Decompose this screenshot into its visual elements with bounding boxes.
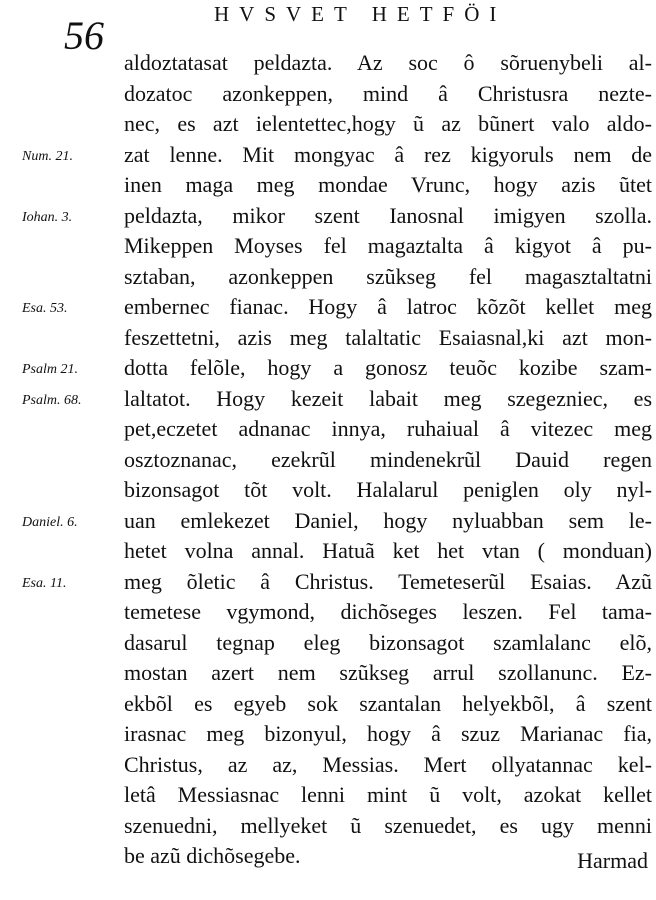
margin-note: Psalm 21. [22, 362, 78, 377]
running-head: HVSVET HETFÖI [214, 2, 507, 26]
text-line: temetese vgymond, dichõseges leszen. Fel tama- [124, 599, 652, 624]
text-line: bizonsagot tõt volt. Halalarul peniglen oly nyl- [124, 477, 652, 502]
text-line: peldazta, mikor szent Ianosnal imigyen szolla. [124, 202, 652, 228]
text-line: Mikeppen Moyses fel magaztalta â kigyot â pu- [124, 233, 652, 258]
text-line: ekbõl es egyeb sok szantalan helyekbõl, â szent [124, 690, 652, 716]
text-line: pet,eczetet adnanac innya, ruhaiual â vitezec meg [124, 416, 652, 441]
text-line: irasnac meg bizonyul, hogy â szuz Marianac fia, [124, 721, 652, 746]
text-line: be azũ dichõsegebe. [124, 843, 301, 868]
text-line: nec, es azt ielentettec,hogy ũ az bũnert valo aldo- [124, 111, 652, 136]
text-line: feszettetni, azis meg talaltatic Esaiasnal,ki azt mon- [124, 324, 652, 350]
text-line: letâ Messiasnac lenni mint ũ volt, azokat kellet [124, 782, 652, 807]
margin-notes [0, 0, 120, 900]
text-line: aldoztatasat peldazta. Az soc ô sõruenybeli al- [124, 50, 652, 75]
margin-note: Psalm. 68. [22, 392, 82, 408]
text-line: meg õletic â Christus. Temeteserũl Esaias. Azũ [124, 568, 652, 594]
text-line: zat lenne. Mit mongyac â rez kigyoruls nem de [124, 141, 652, 167]
margin-note: Iohan. 3. [22, 209, 73, 225]
text-line: inen maga meg mondae Vrunc, hogy azis ũtet [124, 172, 652, 197]
text-line: mostan azert nem szũkseg arrul szollanunc. Ez- [124, 660, 652, 685]
margin-note: Esa. 11. [22, 575, 67, 591]
text-line: szenuedni, mellyeket ũ szenuedet, es ugy menni [124, 812, 652, 838]
text-line: Christus, az az, Messias. Mert ollyatannac kel- [124, 751, 652, 777]
page-number: 56 [64, 13, 104, 58]
text-line: laltatot. Hogy kezeit labait meg szegezniec, es [124, 385, 652, 411]
text-line: dozatoc azonkeppen, mind â Christusra nezte- [124, 80, 652, 106]
catchword: Harmad [577, 848, 648, 873]
text-line: osztoznanac, ezekrũl mindenekrũl Dauid regen [124, 446, 652, 472]
text-line: dotta felõle, hogy a gonosz teuõc kozibe szam- [124, 355, 652, 380]
margin-note: Esa. 53. [22, 301, 68, 316]
text-line: hetet volna annal. Hatuã ket het vtan ( monduan) [124, 538, 652, 563]
margin-note: Daniel. 6. [22, 514, 78, 530]
main-text [124, 48, 652, 872]
text-line: embernec fianac. Hogy â latroc kõzõt kellet meg [124, 294, 652, 319]
text-line: uan emlekezet Daniel, hogy nyluabban sem le- [124, 507, 652, 533]
text-line: sztaban, azonkeppen szũkseg fel magasztaltatni [124, 263, 652, 289]
margin-note: Num. 21. [22, 148, 73, 164]
text-line: dasarul tegnap eleg bizonsagot szamlalanc elõ, [124, 629, 652, 655]
